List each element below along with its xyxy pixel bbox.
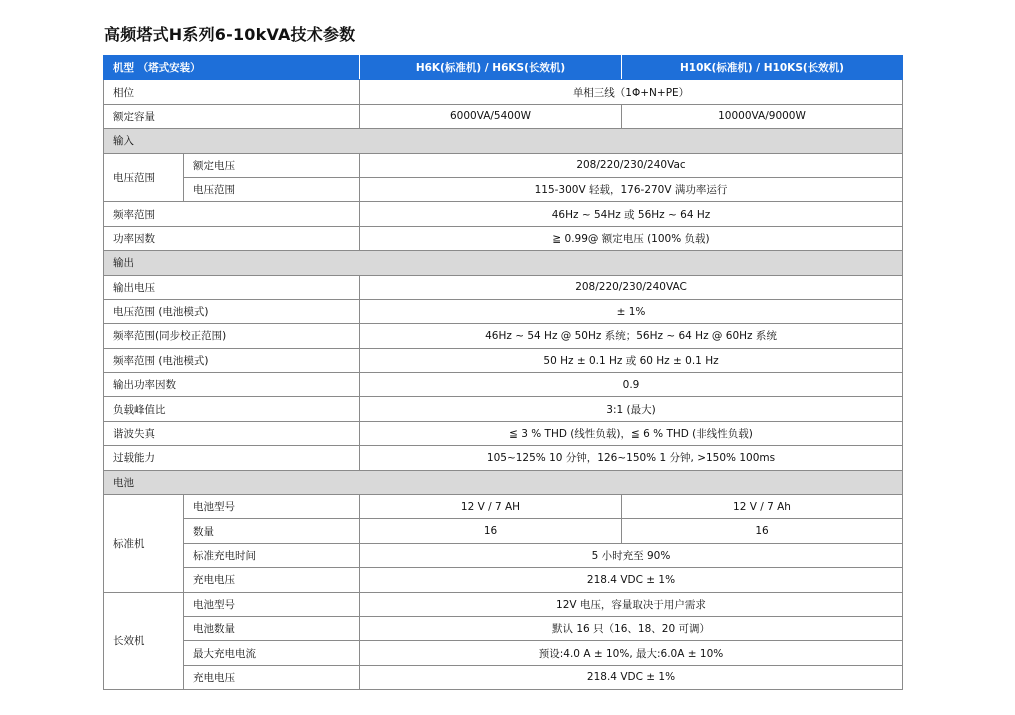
- row-label: 输出电压: [104, 275, 360, 299]
- row-label: 频率范围(同步校正范围): [104, 324, 360, 348]
- table-row: [104, 104, 903, 128]
- section-row-input: [104, 129, 903, 153]
- row-value: 12V 电压，容量取决于用户需求: [360, 592, 903, 616]
- table-row: [104, 202, 903, 226]
- table-row: [104, 616, 903, 640]
- row-value: 10000VA/9000W: [622, 104, 903, 128]
- row-value: ≧ 0.99@ 额定电压 (100% 负载): [360, 226, 903, 250]
- group-label: 标准机: [104, 495, 184, 593]
- row-value: 默认 16 只（16、18、20 可调）: [360, 616, 903, 640]
- row-value: 3:1 (最大): [360, 397, 903, 421]
- section-row-battery: [104, 470, 903, 494]
- row-label: 频率范围 (电池模式): [104, 348, 360, 372]
- table-row: [104, 592, 903, 616]
- table-row: [104, 324, 903, 348]
- row-label: 电池数量: [184, 616, 360, 640]
- row-label: 负载峰值比: [104, 397, 360, 421]
- col-h6k-header: H6K(标准机) / H6KS(长效机): [360, 56, 622, 80]
- row-label: 电池型号: [184, 592, 360, 616]
- row-label: 额定容量: [104, 104, 360, 128]
- table-row: [104, 519, 903, 543]
- row-label: 数量: [184, 519, 360, 543]
- row-label: 标准充电时间: [184, 543, 360, 567]
- row-value: 46Hz ~ 54 Hz @ 50Hz 系统；56Hz ~ 64 Hz @ 60Hz 系统: [360, 324, 903, 348]
- row-value: 16: [622, 519, 903, 543]
- table-row: [104, 568, 903, 592]
- table-row: [104, 299, 903, 323]
- section-label: 输出: [104, 251, 903, 275]
- table-header-row: [104, 56, 903, 80]
- spec-table: [103, 55, 903, 690]
- row-value: 0.9: [360, 373, 903, 397]
- row-label: 输出功率因数: [104, 373, 360, 397]
- table-row: [104, 665, 903, 689]
- table-row: [104, 543, 903, 567]
- row-label: 充电电压: [184, 568, 360, 592]
- row-value: 6000VA/5400W: [360, 104, 622, 128]
- table-row: [104, 177, 903, 201]
- section-row-output: [104, 251, 903, 275]
- table-row: [104, 446, 903, 470]
- table-row: [104, 275, 903, 299]
- row-value: 218.4 VDC ± 1%: [360, 665, 903, 689]
- row-value: 105~125% 10 分钟，126~150% 1 分钟, >150% 100ms: [360, 446, 903, 470]
- group-label: 长效机: [104, 592, 184, 690]
- row-label: 充电电压: [184, 665, 360, 689]
- row-label: 频率范围: [104, 202, 360, 226]
- section-label: 输入: [104, 129, 903, 153]
- table-row: [104, 348, 903, 372]
- row-label: 额定电压: [184, 153, 360, 177]
- table-row: [104, 495, 903, 519]
- row-value: 218.4 VDC ± 1%: [360, 568, 903, 592]
- table-row: [104, 80, 903, 104]
- row-label: 过载能力: [104, 446, 360, 470]
- row-label: 电压范围: [184, 177, 360, 201]
- table-row: [104, 421, 903, 445]
- model-header: 机型 （塔式安装）: [104, 56, 360, 80]
- row-value: 50 Hz ± 0.1 Hz 或 60 Hz ± 0.1 Hz: [360, 348, 903, 372]
- row-value: 12 V / 7 Ah: [622, 495, 903, 519]
- row-value: 单相三线（1Φ+N+PE）: [360, 80, 903, 104]
- row-label: 相位: [104, 80, 360, 104]
- page-title: 高频塔式H系列6-10kVA技术参数: [104, 25, 356, 44]
- row-value: ≦ 3 % THD (线性负载)，≦ 6 % THD (非线性负载): [360, 421, 903, 445]
- row-value: ± 1%: [360, 299, 903, 323]
- row-label: 功率因数: [104, 226, 360, 250]
- group-label: 电压范围: [104, 153, 184, 202]
- col-h10k-header: H10K(标准机) / H10KS(长效机): [622, 56, 903, 80]
- row-value: 208/220/230/240Vac: [360, 153, 903, 177]
- table-row: [104, 226, 903, 250]
- table-row: [104, 397, 903, 421]
- table-row: [104, 641, 903, 665]
- row-label: 电池型号: [184, 495, 360, 519]
- row-label: 谐波失真: [104, 421, 360, 445]
- table-row: [104, 373, 903, 397]
- row-label: 最大充电电流: [184, 641, 360, 665]
- row-label: 电压范围 (电池模式): [104, 299, 360, 323]
- section-label: 电池: [104, 470, 903, 494]
- row-value: 5 小时充至 90%: [360, 543, 903, 567]
- table-row: [104, 153, 903, 177]
- row-value: 16: [360, 519, 622, 543]
- row-value: 12 V / 7 AH: [360, 495, 622, 519]
- row-value: 208/220/230/240VAC: [360, 275, 903, 299]
- row-value: 46Hz ~ 54Hz 或 56Hz ~ 64 Hz: [360, 202, 903, 226]
- row-value: 115-300V 轻载，176-270V 满功率运行: [360, 177, 903, 201]
- row-value: 预设:4.0 A ± 10%, 最大:6.0A ± 10%: [360, 641, 903, 665]
